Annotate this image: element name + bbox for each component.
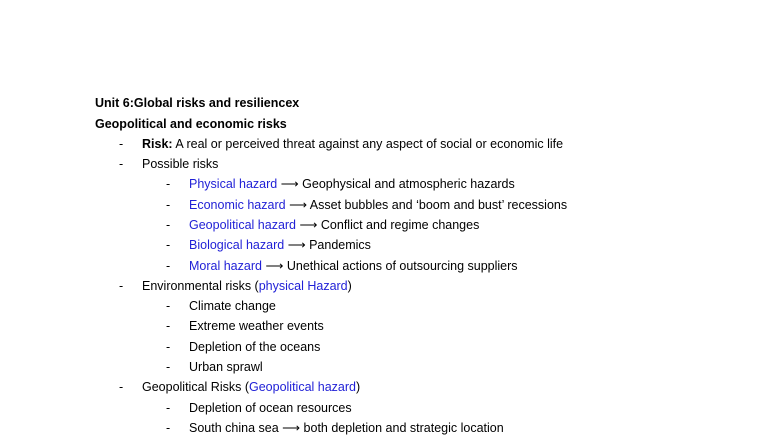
arrow-icon: ⟶	[280, 177, 299, 191]
list-item-biological-hazard: Biological hazard ⟶ Pandemics	[189, 238, 371, 252]
bullet-dash: -	[119, 157, 124, 171]
bullet-dash: -	[119, 279, 124, 293]
bullet-dash: -	[166, 421, 171, 435]
list-item-south-china-sea: South china sea ⟶ both depletion and strategic location	[189, 421, 504, 435]
bullet-dash: -	[119, 137, 124, 151]
list-item-geopolitical-risks: Geopolitical Risks (Geopolitical hazard)	[142, 380, 361, 394]
list-item-ocean-resources: Depletion of ocean resources	[189, 401, 352, 415]
list-item-geopolitical-hazard: Geopolitical hazard ⟶ Conflict and regime changes	[189, 218, 480, 232]
section-heading: Geopolitical and economic risks	[95, 117, 287, 131]
list-item-urban-sprawl: Urban sprawl	[189, 360, 263, 374]
bullet-dash: -	[166, 299, 171, 313]
bullet-dash: -	[166, 198, 171, 212]
arrow-icon: ⟶	[282, 421, 301, 435]
bullet-dash: -	[166, 340, 171, 354]
arrow-icon: ⟶	[299, 218, 318, 232]
list-item-climate-change: Climate change	[189, 299, 276, 313]
arrow-icon: ⟶	[265, 259, 284, 273]
arrow-icon: ⟶	[289, 198, 307, 212]
list-item-environmental-risks: Environmental risks (physical Hazard)	[142, 279, 352, 293]
list-item-economic-hazard: Economic hazard ⟶ Asset bubbles and ‘boom and bust’ recessions	[189, 198, 568, 212]
bullet-dash: -	[166, 401, 171, 415]
list-item-ocean-depletion: Depletion of the oceans	[189, 340, 321, 354]
list-item-possible-risks: Possible risks	[142, 157, 219, 171]
bullet-dash: -	[166, 319, 171, 333]
unit-title: Unit 6:Global risks and resiliencex	[95, 96, 300, 110]
bullet-dash: -	[166, 259, 171, 273]
list-item-physical-hazard: Physical hazard ⟶ Geophysical and atmospheric hazards	[189, 177, 515, 191]
list-item-moral-hazard: Moral hazard ⟶ Unethical actions of outsourcing suppliers	[189, 259, 518, 273]
bullet-dash: -	[166, 238, 171, 252]
arrow-icon: ⟶	[287, 238, 306, 252]
bullet-dash: -	[166, 218, 171, 232]
list-item-risk-definition: Risk: A real or perceived threat against any aspect of social or economic life	[142, 137, 564, 151]
bullet-dash: -	[119, 380, 124, 394]
bullet-dash: -	[166, 360, 171, 374]
list-item-extreme-weather: Extreme weather events	[189, 319, 324, 333]
bullet-dash: -	[166, 177, 171, 191]
